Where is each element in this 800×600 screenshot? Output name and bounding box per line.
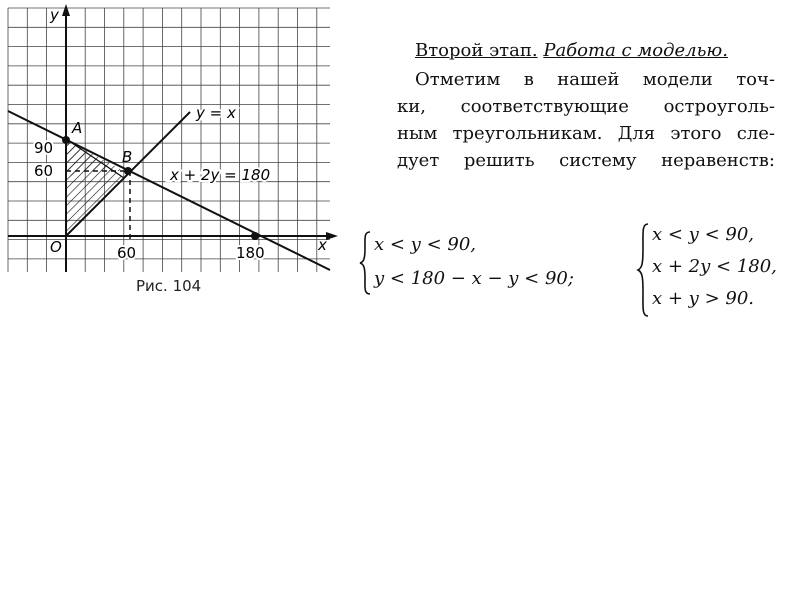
system2-row-3: x + y > 90. <box>652 288 754 309</box>
point-b <box>124 167 132 175</box>
x-axis-arrow <box>326 232 338 240</box>
y-tick-90: 90 <box>34 139 54 157</box>
y-axis-arrow <box>62 4 70 16</box>
paragraph-line-1: Отметим в нашей модели точ- <box>415 69 775 90</box>
heading-stage: Второй этап. <box>415 40 538 61</box>
heading-subtitle: Работа с моделью. <box>543 40 728 61</box>
y-tick-60: 60 <box>34 162 54 180</box>
brace-icon <box>358 228 372 298</box>
brace-icon <box>636 220 650 320</box>
y-axis-label: y <box>50 6 59 24</box>
inequality-system-2 <box>636 220 796 320</box>
section-heading <box>415 40 728 61</box>
system2-row-1: x < y < 90, <box>652 224 754 245</box>
grid <box>8 8 330 272</box>
x-axis-label: x <box>318 236 327 254</box>
paragraph <box>397 66 775 174</box>
paragraph-line-4: дует решить систему неравенств: <box>397 150 775 171</box>
x-tick-60: 60 <box>117 244 137 262</box>
point-a <box>62 136 70 144</box>
figure-caption: Рис. 104 <box>136 277 202 295</box>
point-180 <box>251 232 259 240</box>
coordinate-figure <box>0 0 340 310</box>
system1-row-2: y < 180 − x − y < 90; <box>374 268 574 289</box>
x-tick-180: 180 <box>236 244 265 262</box>
point-b-label: B <box>122 148 133 166</box>
origin-label: O <box>50 238 62 256</box>
system2-row-2: x + 2y < 180, <box>652 256 777 277</box>
paragraph-line-2: ки, соответствующие остроуголь- <box>397 96 775 117</box>
point-a-label: A <box>72 119 83 137</box>
line-x2y-label: x + 2y = 180 <box>170 166 271 184</box>
paragraph-line-3: ным треугольникам. Для этого сле- <box>397 123 775 144</box>
system1-row-1: x < y < 90, <box>374 234 476 255</box>
line-yx-label: y = x <box>196 104 236 122</box>
inequality-system-1 <box>358 228 608 298</box>
